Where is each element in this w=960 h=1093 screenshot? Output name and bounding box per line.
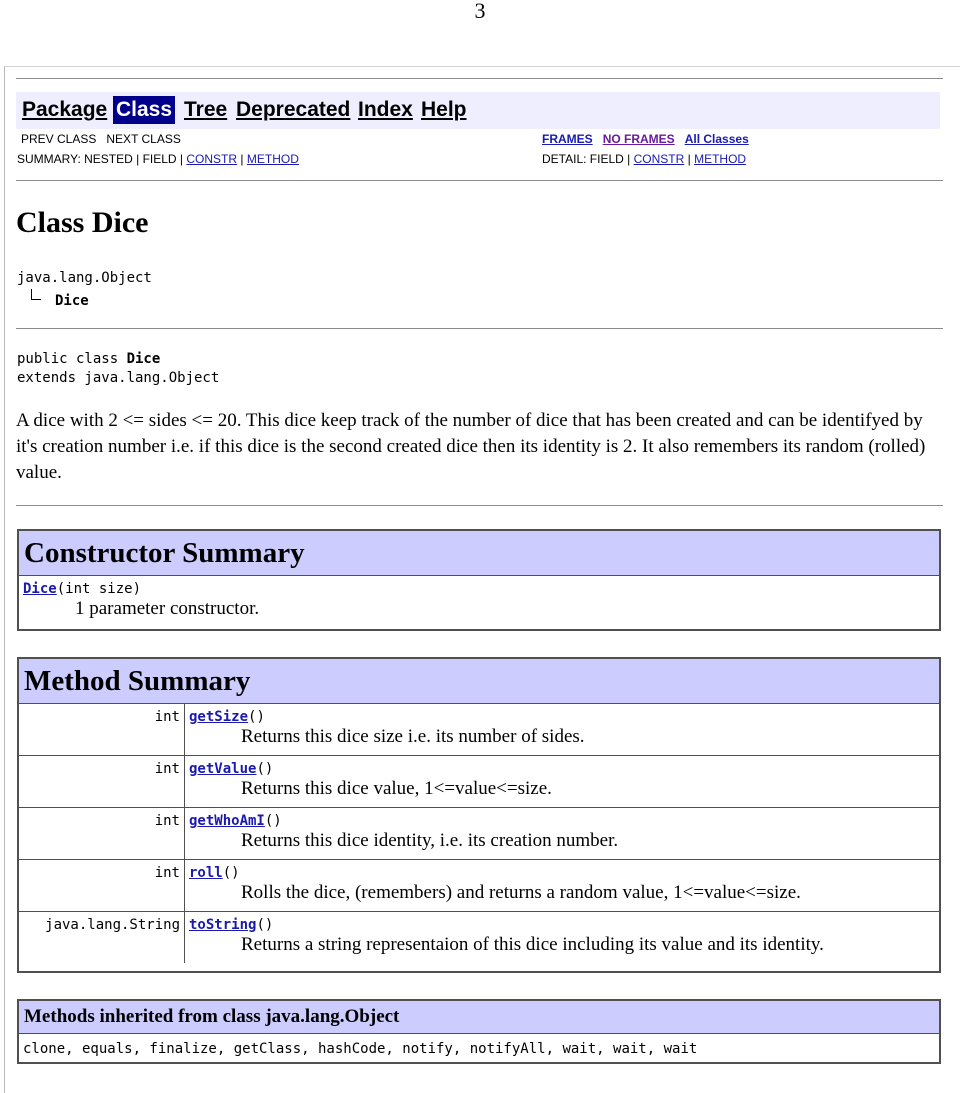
nav-class: Class: [113, 96, 175, 124]
method-signature: [189, 812, 939, 830]
method-row: [19, 755, 939, 807]
method-cell: [185, 704, 939, 755]
method-return-type: int: [19, 808, 185, 859]
method-row: [19, 859, 939, 911]
nav-divider: [16, 180, 943, 181]
method-signature: [189, 864, 939, 882]
constructor-link[interactable]: Dice: [23, 581, 57, 597]
all-classes-link[interactable]: All Classes: [684, 132, 749, 146]
nav-bar: [16, 92, 940, 129]
inherited-methods-title: Methods inherited from class java.lang.Object: [19, 1001, 939, 1034]
subnav-detail: [542, 152, 746, 166]
constructor-summary-table: [17, 529, 941, 631]
no-frames-link[interactable]: NO FRAMES: [602, 132, 675, 146]
hierarchy-root: java.lang.Object: [17, 270, 152, 286]
inherited-methods-table: [17, 999, 941, 1064]
nav-help[interactable]: Help: [421, 98, 467, 121]
class-declaration: [17, 350, 160, 369]
constructor-params: (int size): [56, 581, 142, 597]
method-signature: [189, 916, 939, 934]
method-params: (): [256, 917, 274, 933]
next-class-label: NEXT CLASS: [106, 132, 181, 146]
prev-class-label: PREV CLASS: [21, 132, 97, 146]
top-divider: [16, 78, 943, 79]
summary-prefix: SUMMARY: NESTED | FIELD |: [17, 152, 184, 166]
subnav-summary: [17, 152, 299, 166]
frames-link[interactable]: FRAMES: [542, 132, 593, 146]
method-params: (): [264, 813, 282, 829]
method-params: (): [248, 709, 265, 725]
method-return-type: int: [19, 756, 185, 807]
method-params: (): [222, 865, 240, 881]
hierarchy-child: Dice: [55, 293, 89, 309]
method-description: Rolls the dice, (remembers) and returns a random value, 1<=value<=size.: [241, 882, 801, 903]
nav-package[interactable]: Package: [22, 98, 108, 121]
method-description: Returns a string representaion of this dice including its value and its identity.: [241, 934, 824, 955]
class-extends: extends java.lang.Object: [17, 370, 220, 386]
method-params: (): [256, 761, 274, 777]
method-description: Returns this dice size i.e. its number of sides.: [241, 726, 585, 747]
method-description: Returns this dice identity, i.e. its creation number.: [241, 830, 619, 851]
method-link-tostring[interactable]: toString: [189, 917, 257, 933]
method-return-type: int: [19, 704, 185, 755]
class-title: Class Dice: [16, 206, 149, 239]
page-number: 3: [474, 0, 486, 23]
method-link-getsize[interactable]: getSize: [189, 709, 249, 725]
summary-separator: |: [240, 152, 244, 166]
constructor-signature: [23, 580, 939, 598]
decl-class-name: Dice: [126, 351, 161, 367]
method-row: [19, 911, 939, 963]
decl-prefix: public class: [17, 351, 127, 367]
method-row: [19, 704, 939, 755]
detail-method-link[interactable]: METHOD: [694, 152, 747, 166]
method-link-getvalue[interactable]: getValue: [189, 761, 257, 777]
header-divider: [16, 328, 943, 329]
nav-tree[interactable]: Tree: [184, 98, 228, 121]
subnav-frames: [542, 132, 749, 146]
method-summary-table: [17, 657, 941, 973]
method-link-roll[interactable]: roll: [189, 865, 223, 881]
method-description: Returns this dice value, 1<=value<=size.: [241, 778, 552, 799]
class-description: A dice with 2 <= sides <= 20. This dice keep track of the number of dice that has been created and can be identifyed by it's creation number i.e. if this dice is the second created dice then its identity is 2. It also remembers its random (rolled) value.: [16, 410, 926, 483]
detail-separator: |: [687, 152, 691, 166]
method-signature: [189, 708, 939, 726]
summary-constr-link[interactable]: CONSTR: [186, 152, 238, 166]
nav-index[interactable]: Index: [358, 98, 413, 121]
description-divider: [16, 505, 943, 506]
subnav-prev-next: [21, 132, 181, 146]
constructor-summary-title: Constructor Summary: [19, 531, 939, 576]
method-cell: [185, 912, 939, 963]
method-link-getwhoami[interactable]: getWhoAmI: [189, 813, 265, 829]
nav-deprecated[interactable]: Deprecated: [236, 98, 351, 121]
method-cell: [185, 808, 939, 859]
method-cell: [185, 860, 939, 911]
method-cell: [185, 756, 939, 807]
detail-prefix: DETAIL: FIELD |: [542, 152, 631, 166]
tree-branch-icon: [31, 289, 41, 300]
method-summary-title: Method Summary: [19, 659, 939, 704]
constructor-row: [19, 576, 939, 620]
method-return-type: java.lang.String: [19, 912, 185, 963]
detail-constr-link[interactable]: CONSTR: [633, 152, 685, 166]
summary-method-link[interactable]: METHOD: [246, 152, 299, 166]
inherited-methods-list[interactable]: clone, equals, finalize, getClass, hashCode, notify, notifyAll, wait, wait, wait: [23, 1041, 698, 1057]
method-return-type: int: [19, 860, 185, 911]
method-rows: [19, 704, 939, 963]
method-row: [19, 807, 939, 859]
method-signature: [189, 760, 939, 778]
constructor-description: 1 parameter constructor.: [75, 598, 260, 619]
